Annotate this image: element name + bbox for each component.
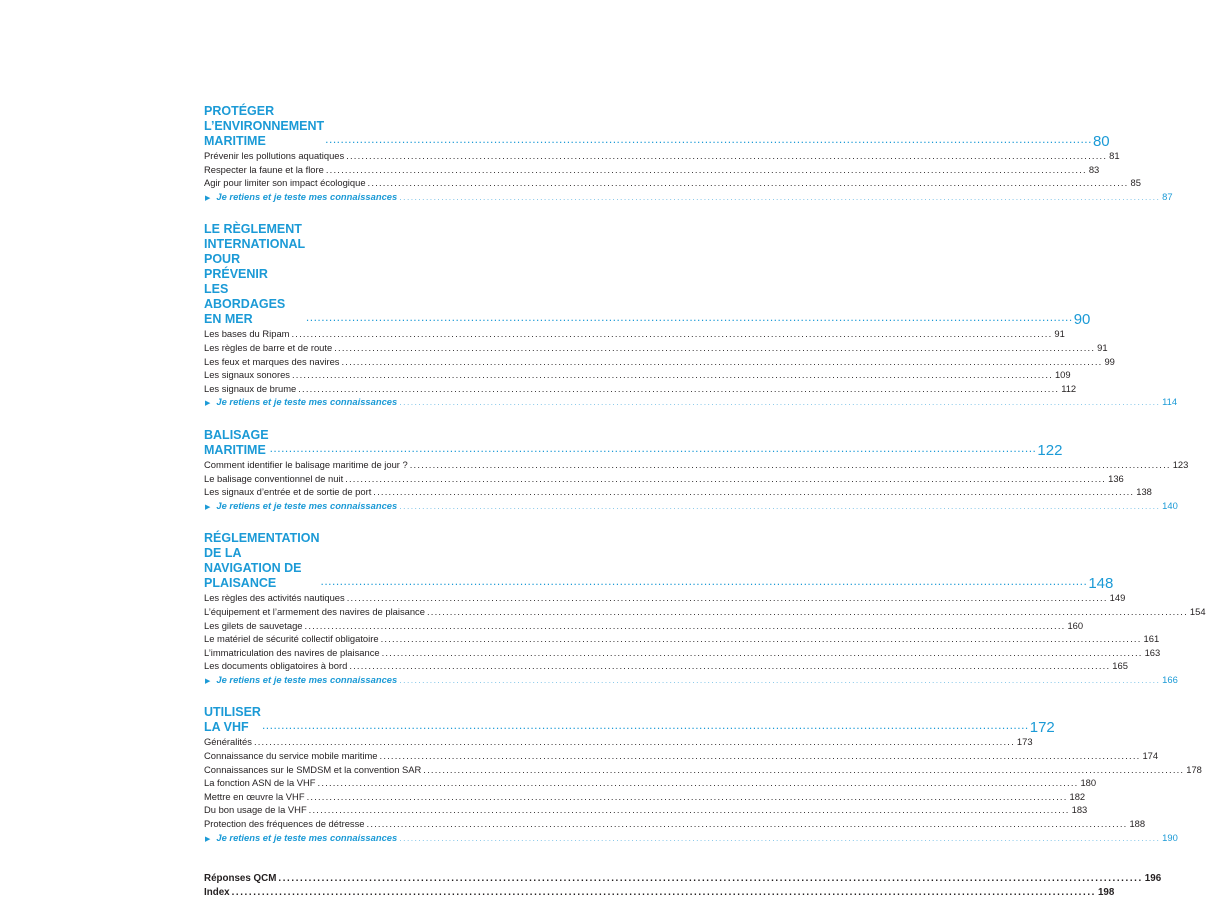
toc-entry[interactable] bbox=[204, 749, 1159, 763]
entry-page: 85 bbox=[1130, 177, 1141, 189]
entry-page: 91 bbox=[1054, 328, 1065, 340]
toc-entry[interactable] bbox=[204, 458, 1189, 472]
toc-entry[interactable] bbox=[204, 763, 1202, 777]
entry-page: 136 bbox=[1108, 472, 1124, 484]
triangle-right-icon: ▶ bbox=[205, 503, 211, 511]
review-entry[interactable] bbox=[204, 673, 1178, 689]
section-page: 90 bbox=[1073, 311, 1091, 329]
leader-dots: ........................................................................................................................................................................................................ bbox=[291, 328, 1053, 340]
section-title: BALISAGE MARITIME bbox=[204, 427, 269, 457]
entry-page: 173 bbox=[1016, 736, 1033, 748]
entry-label: Les gilets de sauvetage bbox=[204, 619, 303, 631]
entry-page: 81 bbox=[1109, 150, 1120, 161]
section-title: LE RÈGLEMENT INTERNATIONAL POUR PRÉVENIR LES ABORDAGES EN MER bbox=[204, 222, 305, 327]
entry-label: Prévenir les pollutions aquatiques bbox=[204, 150, 345, 161]
entry-label: Les signaux sonores bbox=[204, 369, 290, 381]
leader-dots: ........................................................................................................................................................................................................ bbox=[346, 592, 1108, 604]
leader-dots: ........................................................................................................................................................................................................ bbox=[292, 369, 1053, 381]
toc-entry[interactable] bbox=[204, 646, 1161, 660]
toc-section bbox=[204, 427, 1189, 514]
toc-entry[interactable] bbox=[204, 149, 1120, 163]
leader-dots: ........................................................................................................................................................................................................ bbox=[325, 163, 1087, 175]
review-entry[interactable] bbox=[204, 395, 1178, 411]
toc-entry-qcm-answers[interactable] bbox=[204, 872, 1162, 886]
section-heading[interactable] bbox=[204, 104, 1110, 150]
entry-label: Les documents obligatoires à bord bbox=[204, 660, 348, 672]
leader-dots: ........................................................................................................................................................................................................ bbox=[409, 458, 1171, 470]
section-page: 172 bbox=[1029, 719, 1055, 737]
leader-dots: ........................................................................................................................................................................................................ bbox=[349, 660, 1111, 672]
leader-dots: ........................................................................................................................................................................................................ bbox=[379, 750, 1141, 762]
leader-dots: ........................................................................................................................................................................................................ bbox=[399, 190, 1161, 202]
entry-label: La fonction ASN de la VHF bbox=[204, 777, 316, 789]
review-page: 140 bbox=[1162, 499, 1178, 511]
table-of-contents bbox=[204, 104, 1206, 899]
leader-dots: ........................................................................................................................................................................................................ bbox=[423, 763, 1185, 775]
entry-page: 160 bbox=[1067, 619, 1084, 631]
entry-page: 178 bbox=[1186, 763, 1202, 775]
toc-entry[interactable] bbox=[204, 485, 1152, 499]
review-label: Je retiens et je teste mes connaissances bbox=[216, 673, 398, 685]
section-title: UTILISER LA VHF bbox=[204, 705, 261, 735]
entry-page: 154 bbox=[1189, 605, 1206, 617]
leader-dots: ........................................................................................................................................................................................................ bbox=[269, 440, 1037, 455]
entry-page: 149 bbox=[1109, 592, 1126, 604]
leader-dots: ........................................................................................................................................................................................................ bbox=[304, 619, 1066, 631]
toc-entry[interactable] bbox=[204, 341, 1108, 355]
entry-label: Connaissances sur le SMDSM et la convention SAR bbox=[204, 763, 422, 775]
entry-label: Les bases du Ripam bbox=[204, 328, 290, 340]
entry-page: 138 bbox=[1136, 486, 1152, 498]
entry-page: 182 bbox=[1069, 790, 1086, 802]
entry-label: Les feux et marques des navires bbox=[204, 355, 340, 367]
leader-dots: ........................................................................................................................................................................................................ bbox=[399, 499, 1161, 511]
toc-entry[interactable] bbox=[204, 605, 1206, 619]
entry-label: Les signaux d’entrée et de sortie de port bbox=[204, 486, 372, 498]
entry-label: Le matériel de sécurité collectif obligatoire bbox=[204, 633, 379, 645]
toc-entry[interactable] bbox=[204, 803, 1088, 817]
leader-dots: ........................................................................................................................................................................................................ bbox=[334, 341, 1096, 353]
triangle-right-icon: ▶ bbox=[205, 400, 211, 408]
leader-dots: ........................................................................................................................................................................................................ bbox=[320, 574, 1088, 589]
leader-dots: ........................................................................................................................................................................................................ bbox=[317, 777, 1079, 789]
entry-page: 99 bbox=[1104, 355, 1115, 367]
toc-entry[interactable] bbox=[204, 472, 1124, 486]
toc-entry[interactable] bbox=[204, 163, 1100, 177]
entry-page: 91 bbox=[1097, 341, 1108, 353]
toc-entry[interactable] bbox=[204, 591, 1126, 605]
leader-dots: ........................................................................................................................................................................................................ bbox=[298, 382, 1060, 394]
entry-label: Comment identifier le balisage maritime de jour ? bbox=[204, 458, 408, 470]
toc-section bbox=[204, 705, 1202, 846]
entry-label: Protection des fréquences de détresse bbox=[204, 818, 365, 830]
review-page: 87 bbox=[1162, 190, 1173, 202]
toc-entry[interactable] bbox=[204, 776, 1097, 790]
section-page: 148 bbox=[1088, 575, 1114, 593]
entry-label: Les signaux de brume bbox=[204, 382, 297, 394]
section-title: RÉGLEMENTATION DE LA NAVIGATION DE PLAISANCE bbox=[204, 531, 320, 591]
entry-page: 165 bbox=[1112, 660, 1128, 672]
triangle-right-icon: ▶ bbox=[205, 835, 211, 843]
section-heading[interactable] bbox=[204, 222, 1091, 329]
leader-dots: ........................................................................................................................................................................................................ bbox=[399, 396, 1161, 408]
leader-dots: ........................................................................................................................................................................................................ bbox=[426, 605, 1188, 617]
section-heading[interactable] bbox=[204, 531, 1114, 593]
toc-entry[interactable] bbox=[204, 817, 1146, 831]
leader-dots: ........................................................................................................................................................................................................ bbox=[325, 132, 1092, 146]
leader-dots: ........................................................................................................................................................................................................ bbox=[399, 673, 1161, 685]
appendix-entries bbox=[204, 872, 1162, 899]
section-heading[interactable] bbox=[204, 427, 1063, 459]
triangle-right-icon: ▶ bbox=[205, 677, 211, 685]
leader-dots: ........................................................................................................................................................................................................ bbox=[306, 790, 1068, 802]
entry-label: Du bon usage de la VHF bbox=[204, 804, 307, 816]
entry-page: 188 bbox=[1129, 818, 1146, 830]
leader-dots: ........................................................................................................................................................................................................ bbox=[345, 472, 1107, 484]
leader-dots: ........................................................................................................................................................................................................ bbox=[381, 646, 1143, 658]
review-entry[interactable] bbox=[204, 499, 1178, 515]
leader-dots: ........................................................................................................................................................................................................ bbox=[367, 177, 1129, 189]
entry-label: Les règles des activités nautiques bbox=[204, 592, 345, 604]
section-page: 122 bbox=[1037, 441, 1063, 459]
entry-label: Index bbox=[204, 886, 230, 898]
review-label: Je retiens et je teste mes connaissances bbox=[216, 190, 398, 202]
toc-entry[interactable] bbox=[204, 659, 1128, 673]
review-page: 114 bbox=[1162, 396, 1178, 408]
section-heading[interactable] bbox=[204, 705, 1055, 737]
entry-label: Mettre en œuvre la VHF bbox=[204, 790, 305, 802]
entry-label: Connaissance du service mobile maritime bbox=[204, 750, 378, 762]
entry-label: Le balisage conventionnel de nuit bbox=[204, 472, 344, 484]
review-label: Je retiens et je teste mes connaissances bbox=[216, 396, 398, 408]
leader-dots: ........................................................................................................................................................................................................ bbox=[346, 150, 1108, 161]
leader-dots: ........................................................................................................................................................................................................ bbox=[305, 310, 1073, 325]
entry-page: 198 bbox=[1097, 886, 1115, 898]
leader-dots: ........................................................................................................................................................................................................ bbox=[341, 355, 1103, 367]
entry-page: 163 bbox=[1144, 646, 1161, 658]
leader-dots: ........................................................................................................................................................................................................ bbox=[380, 633, 1142, 645]
review-label: Je retiens et je teste mes connaissances bbox=[216, 499, 398, 511]
entry-label: Les règles de barre et de route bbox=[204, 341, 333, 353]
toc-entry[interactable] bbox=[204, 327, 1065, 341]
entry-label: Généralités bbox=[204, 736, 252, 748]
toc-section bbox=[204, 531, 1206, 688]
toc-entry[interactable] bbox=[204, 735, 1033, 749]
entry-page: 123 bbox=[1172, 458, 1189, 470]
review-label: Je retiens et je teste mes connaissances bbox=[216, 831, 398, 843]
leader-dots: ........................................................................................................................................................................................................ bbox=[261, 718, 1029, 733]
leader-dots: ........................................................................................................................................................................................................ bbox=[231, 886, 1096, 898]
leader-dots: ........................................................................................................................................................................................................ bbox=[373, 486, 1135, 498]
entry-page: 112 bbox=[1061, 382, 1077, 394]
entry-page: 83 bbox=[1088, 163, 1100, 175]
entry-page: 109 bbox=[1054, 369, 1071, 381]
toc-entry[interactable] bbox=[204, 355, 1115, 369]
entry-label: L’immatriculation des navires de plaisance bbox=[204, 646, 380, 658]
review-entry[interactable] bbox=[204, 190, 1173, 206]
review-page: 190 bbox=[1162, 831, 1178, 843]
leader-dots: ........................................................................................................................................................................................................ bbox=[253, 736, 1015, 748]
toc-entry[interactable] bbox=[204, 790, 1086, 804]
toc-section bbox=[204, 104, 1173, 205]
entry-page: 183 bbox=[1071, 804, 1088, 816]
triangle-right-icon: ▶ bbox=[205, 194, 211, 202]
toc-entry[interactable] bbox=[204, 619, 1084, 633]
toc-entry[interactable] bbox=[204, 176, 1141, 190]
entry-page: 196 bbox=[1144, 873, 1162, 885]
toc-entry[interactable] bbox=[204, 368, 1071, 382]
leader-dots: ........................................................................................................................................................................................................ bbox=[278, 873, 1143, 885]
entry-page: 174 bbox=[1142, 750, 1159, 762]
entry-label: Réponses QCM bbox=[204, 873, 277, 885]
entry-label: Agir pour limiter son impact écologique bbox=[204, 177, 366, 189]
toc-entry[interactable] bbox=[204, 382, 1077, 396]
toc-section bbox=[204, 222, 1178, 411]
entry-page: 180 bbox=[1080, 777, 1097, 789]
review-page: 166 bbox=[1162, 673, 1178, 685]
entry-page: 161 bbox=[1143, 633, 1160, 645]
entry-label: Respecter la faune et la flore bbox=[204, 163, 324, 175]
leader-dots: ........................................................................................................................................................................................................ bbox=[308, 804, 1070, 816]
leader-dots: ........................................................................................................................................................................................................ bbox=[399, 831, 1161, 843]
entry-label: L’équipement et l’armement des navires de plaisance bbox=[204, 605, 425, 617]
toc-entry-index[interactable] bbox=[204, 886, 1115, 899]
section-title: PROTÉGER L’ENVIRONNEMENT MARITIME bbox=[204, 104, 325, 148]
toc-entry[interactable] bbox=[204, 632, 1160, 646]
review-entry[interactable] bbox=[204, 831, 1178, 847]
leader-dots: ........................................................................................................................................................................................................ bbox=[366, 818, 1128, 830]
section-page: 80 bbox=[1092, 133, 1110, 150]
